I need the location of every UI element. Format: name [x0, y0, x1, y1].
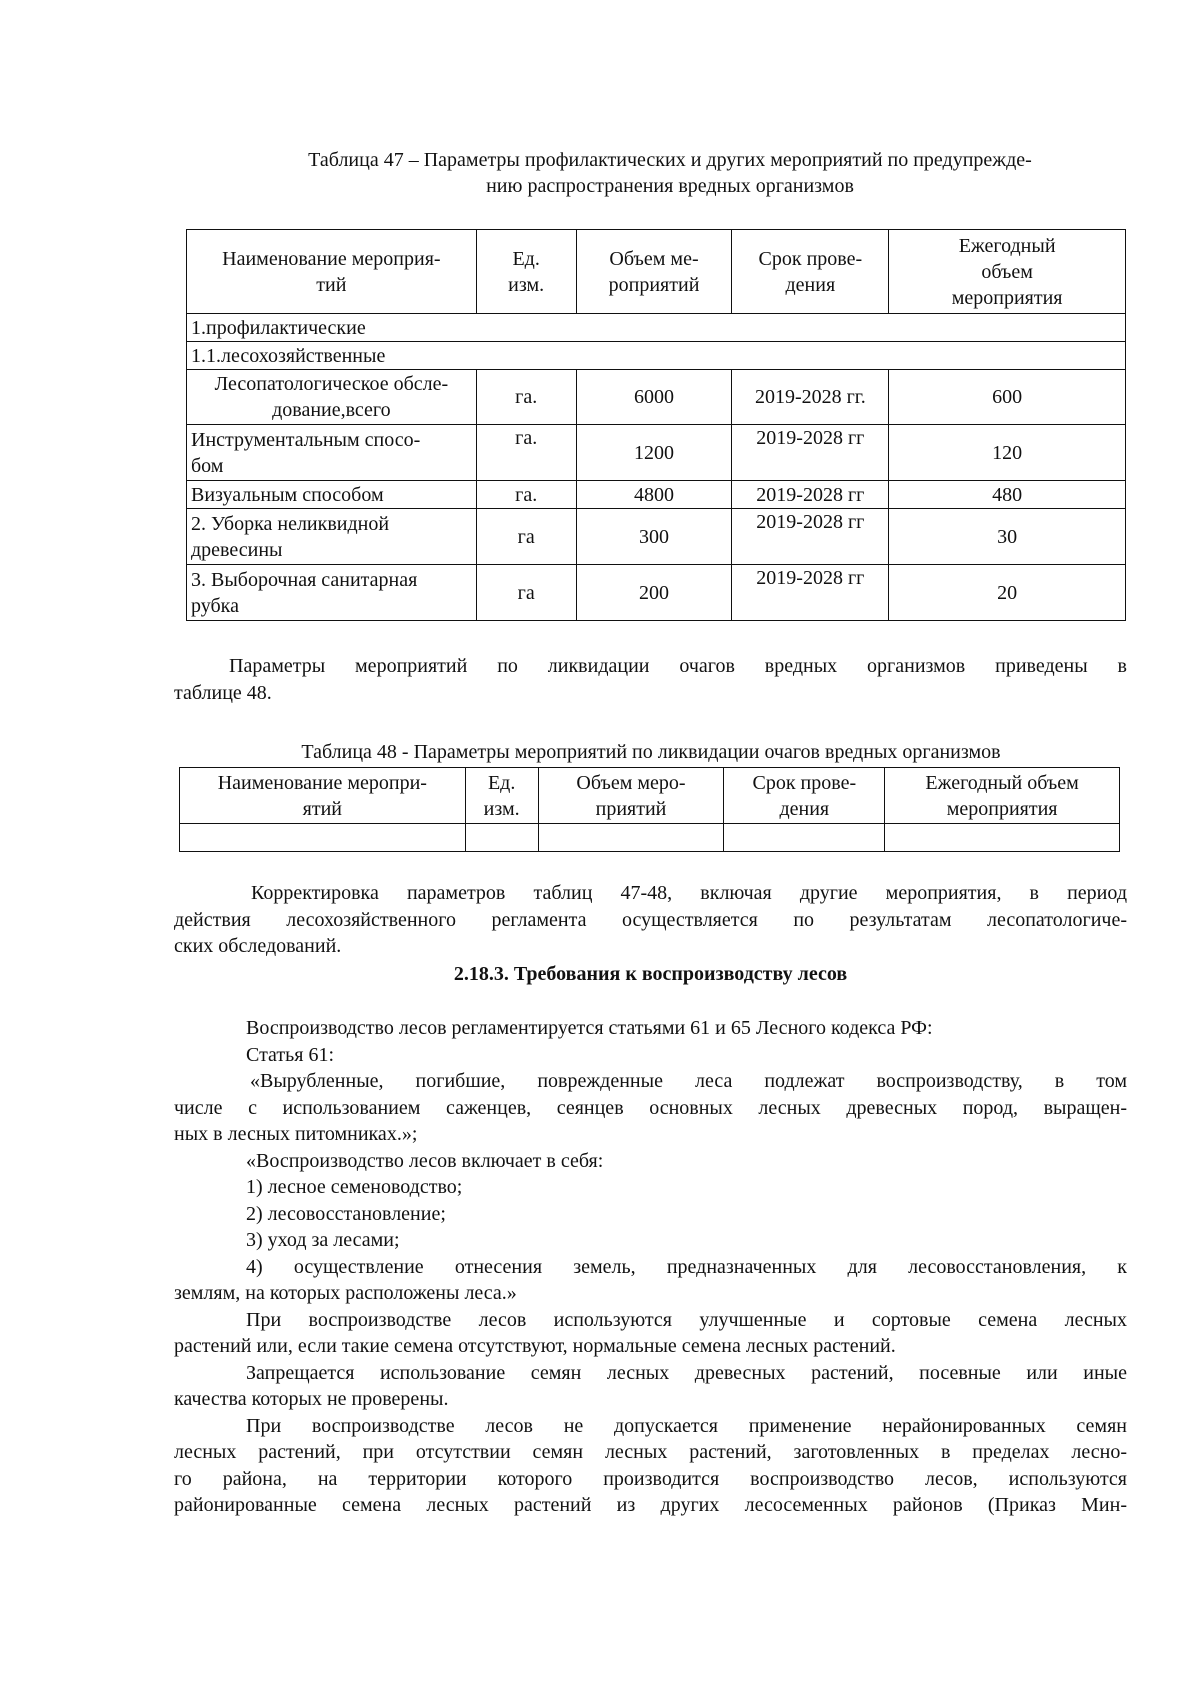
cell-volume: 300	[576, 509, 732, 565]
paragraph-table48-ref: Параметры мероприятий по ликвидации очагов вредных организмов приведены в таблице 48.	[174, 655, 1127, 704]
cell-volume: 4800	[576, 481, 732, 509]
section-label: 1.1.лесохозяйственные	[187, 342, 1126, 370]
body-text: Воспроизводство лесов регламентируется статьями 61 и 65 Лесного кодекса РФ: Статья 61: «Вырубленные, погибшие, поврежденные леса подлежат воспроизводству, в том числе с использованием саженцев, сеянцев основных лесных древесных пород, выращен- ных в лесных питомниках.»; «Воспроизводство лесов включает в себя: 1) лесное семеноводство; 2) лесовосстановление; 3) уход за лесами; 4) осуществление отнесения земель, предназначенных для лесовосстановления, к землям, на которых расположены леса.» При воспроизводстве лесов используются улучшенные и сортовые семена лесных растений или, если такие семена отсутствуют, нормальные семена лесных растений. Запрещается использование семян лесных древесных растений, посевные или иные качества которых не проверены. При воспроизводстве лесов не допускается применение нерайонированных семян лесных растений, при отсутствии семян лесных растений, заготовленных в пределах лесно- го района, на территории которого производится воспроизводство лесов, используются районированные семена лесных растений из других лесосеменных районов (Приказ Мин-	[174, 1017, 1127, 1516]
table-row	[187, 481, 1126, 509]
header-unit: Ед. изм.	[465, 768, 538, 824]
cell-unit: га.	[476, 370, 576, 425]
table-row	[187, 565, 1126, 621]
header-term: Срок прове- дения	[724, 768, 885, 824]
cell-annual: 480	[889, 481, 1126, 509]
table-48	[179, 767, 1120, 852]
cell-term: 2019-2028 гг	[732, 481, 889, 509]
header-name: Наименование меропри- ятий	[180, 768, 466, 824]
header-term: Срок прове- дения	[732, 230, 889, 314]
table-row	[187, 509, 1126, 565]
cell-unit: га	[476, 509, 576, 565]
cell-name: 2. Уборка неликвидной древесины	[187, 509, 477, 565]
section-heading: 2.18.3. Требования к воспроизводству лесов	[453, 963, 848, 985]
cell-volume: 6000	[576, 370, 732, 425]
paragraph-correction: Корректировка параметров таблиц 47-48, включая другие мероприятия, в период действия лесохозяйственного регламента осуществляется по результатам лесопатологиче- ских обследований.	[174, 882, 1127, 957]
header-volume: Объем меро- приятий	[538, 768, 724, 824]
cell-empty	[465, 824, 538, 852]
cell-name: 3. Выборочная санитарная рубка	[187, 565, 477, 621]
table-header-row	[187, 230, 1126, 314]
cell-empty	[180, 824, 466, 852]
table-47	[186, 229, 1126, 621]
caption-line: Таблица 47 – Параметры профилактических и других мероприятий по предупрежде-	[308, 149, 1032, 171]
header-unit: Ед. изм.	[476, 230, 576, 314]
section-label: 1.профилактические	[187, 314, 1126, 342]
table-48-caption: Таблица 48 - Параметры мероприятий по ликвидации очагов вредных организмов	[301, 741, 1001, 763]
table-47-caption	[240, 147, 1100, 199]
cell-annual: 120	[889, 425, 1126, 481]
cell-volume: 200	[576, 565, 732, 621]
cell-unit: га.	[476, 481, 576, 509]
cell-term: 2019-2028 гг.	[732, 370, 889, 425]
table-section-row	[187, 342, 1126, 370]
cell-name: Визуальным способом	[187, 481, 477, 509]
cell-term: 2019-2028 гг	[732, 425, 889, 481]
cell-name: Инструментальным спосо- бом	[187, 425, 477, 481]
table-row	[180, 824, 1120, 852]
table-section-row	[187, 314, 1126, 342]
table-row	[187, 370, 1126, 425]
cell-empty	[885, 824, 1120, 852]
cell-empty	[724, 824, 885, 852]
cell-name: Лесопатологическое обсле- дование,всего	[187, 370, 477, 425]
header-name: Наименование мероприя- тий	[187, 230, 477, 314]
cell-annual: 30	[889, 509, 1126, 565]
header-annual: Ежегодный объем мероприятия	[885, 768, 1120, 824]
cell-unit: га	[476, 565, 576, 621]
cell-unit: га.	[476, 425, 576, 481]
cell-annual: 600	[889, 370, 1126, 425]
header-volume: Объем ме- роприятий	[576, 230, 732, 314]
cell-volume: 1200	[576, 425, 732, 481]
cell-annual: 20	[889, 565, 1126, 621]
header-annual: Ежегодный объем мероприятия	[889, 230, 1126, 314]
cell-empty	[538, 824, 724, 852]
table-row	[187, 425, 1126, 481]
cell-term: 2019-2028 гг	[732, 565, 889, 621]
table-header-row	[180, 768, 1120, 824]
cell-term: 2019-2028 гг	[732, 509, 889, 565]
caption-line: нию распространения вредных организмов	[486, 175, 854, 197]
